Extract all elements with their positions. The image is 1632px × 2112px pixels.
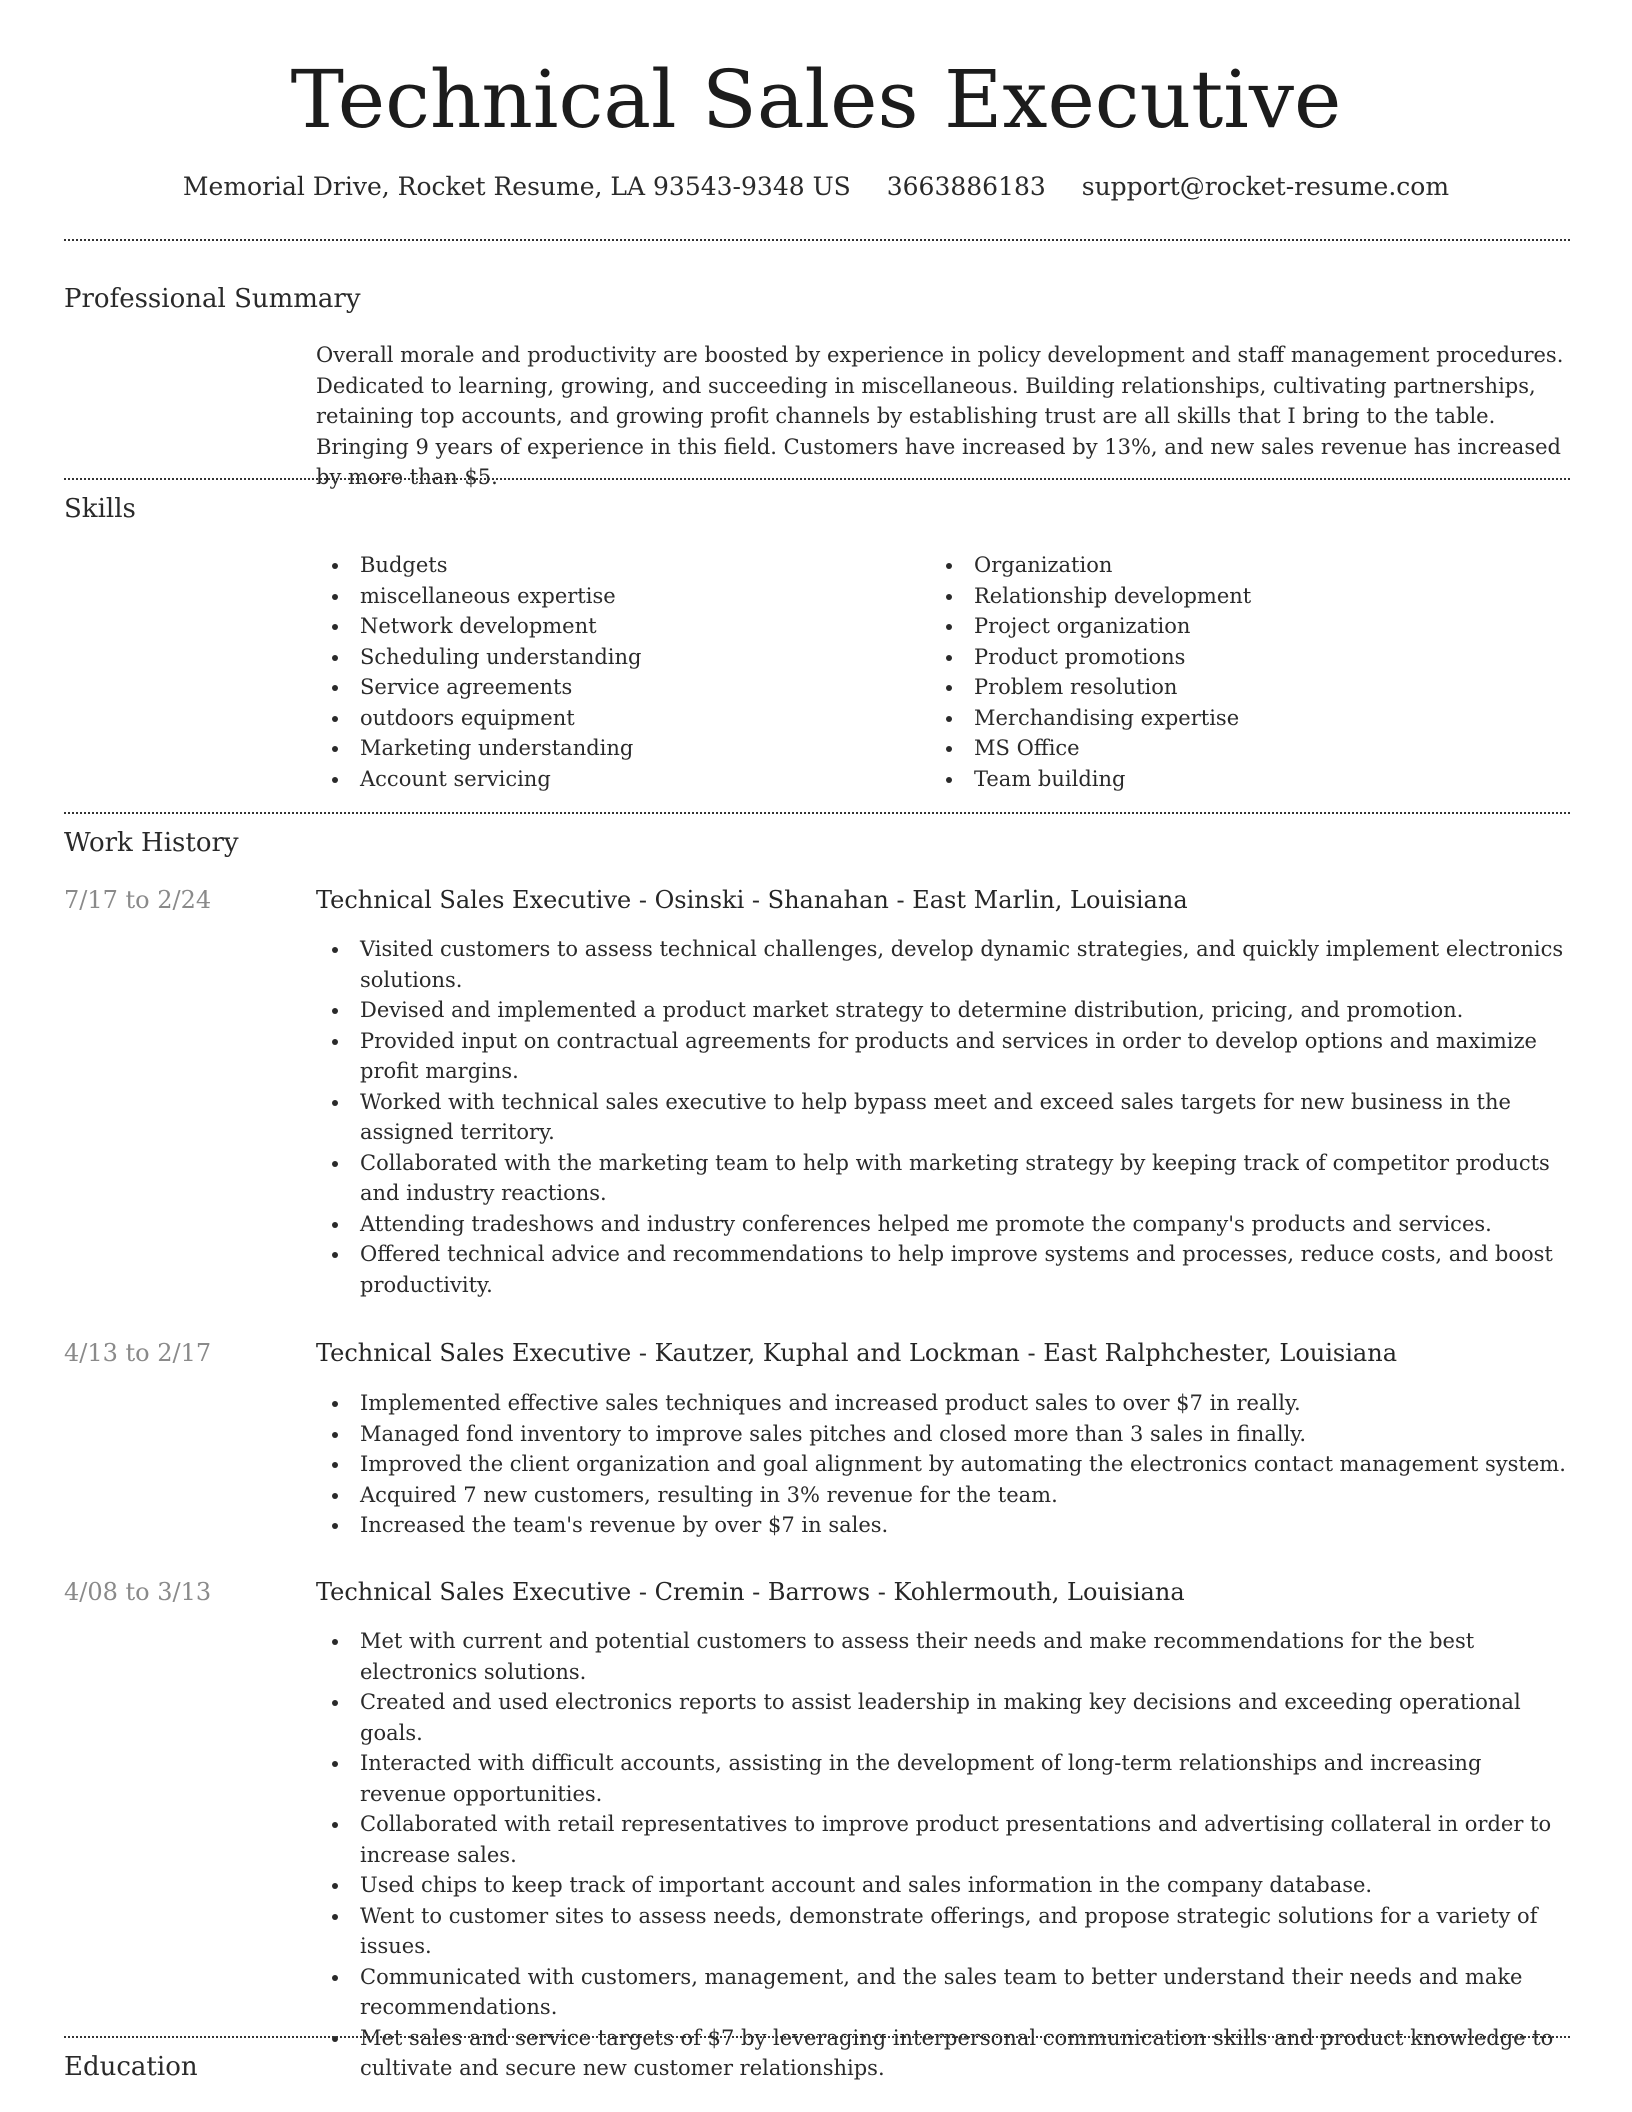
- skill-item: Service agreements: [316, 672, 642, 703]
- skills-list-right: [930, 550, 1251, 794]
- skill-item: miscellaneous expertise: [316, 581, 642, 612]
- job-bullet: Provided input on contractual agreements for products and services in order to develop options and maximize profit margins.: [316, 1026, 1568, 1087]
- skill-item: Product promotions: [930, 642, 1251, 673]
- job-bullet: Met sales and service targets of $7 by leveraging interpersonal communication skills and product knowledge to cultivate and secure new customer relationships.: [316, 2023, 1568, 2084]
- skills-section-title: Skills: [64, 494, 136, 524]
- job-bullet: Created and used electronics reports to assist leadership in making key decisions and exceeding operational goals.: [316, 1687, 1568, 1748]
- job-bullets: [316, 934, 1568, 1300]
- job-bullet: Managed fond inventory to improve sales pitches and closed more than 3 sales in finally.: [316, 1419, 1568, 1450]
- job-bullets: [316, 1388, 1568, 1541]
- job-bullet: Worked with technical sales executive to help bypass meet and exceed sales targets for new business in the assigned territory.: [316, 1087, 1568, 1148]
- job-bullet: Offered technical advice and recommendations to help improve systems and processes, reduce costs, and boost productivity.: [316, 1239, 1568, 1300]
- job-bullet: Devised and implemented a product market strategy to determine distribution, pricing, and promotion.: [316, 995, 1568, 1026]
- skill-item: Problem resolution: [930, 672, 1251, 703]
- job-bullet: Attending tradeshows and industry conferences helped me promote the company's products and services.: [316, 1209, 1568, 1240]
- job-dates: 7/17 to 2/24: [64, 886, 212, 914]
- job-bullet: Acquired 7 new customers, resulting in 3% revenue for the team.: [316, 1480, 1568, 1511]
- education-section-title: Education: [64, 2052, 198, 2082]
- section-divider: [64, 478, 1570, 480]
- job-bullet: Implemented effective sales techniques and increased product sales to over $7 in really.: [316, 1388, 1568, 1419]
- job-bullet: Met with current and potential customers to assess their needs and make recommendations for the best electronics solutions.: [316, 1626, 1568, 1687]
- skill-item: Organization: [930, 550, 1251, 581]
- job-bullets: [316, 1626, 1568, 2084]
- skill-item: Marketing understanding: [316, 733, 642, 764]
- skill-item: Budgets: [316, 550, 642, 581]
- contact-line: [0, 170, 1632, 204]
- job-title: Technical Sales Executive - Kautzer, Kuphal and Lockman - East Ralphchester, Louisiana: [316, 1339, 1397, 1367]
- contact-email[interactable]: support@rocket-resume.com: [1081, 172, 1450, 201]
- work-history-section-title: Work History: [64, 828, 239, 858]
- job-bullet: Went to customer sites to assess needs, demonstrate offerings, and propose strategic solutions for a variety of issues.: [316, 1901, 1568, 1962]
- skill-item: Merchandising expertise: [930, 703, 1251, 734]
- summary-section-title: Professional Summary: [64, 284, 361, 314]
- job-title: Technical Sales Executive - Cremin - Barrows - Kohlermouth, Louisiana: [316, 1578, 1185, 1606]
- job-bullet: Collaborated with retail representatives to improve product presentations and advertising collateral in order to increase sales.: [316, 1809, 1568, 1870]
- skill-item: Account servicing: [316, 764, 642, 795]
- job-title: Technical Sales Executive - Osinski - Shanahan - East Marlin, Louisiana: [316, 886, 1188, 914]
- job-bullet: Used chips to keep track of important account and sales information in the company database.: [316, 1870, 1568, 1901]
- job-bullet: Increased the team's revenue by over $7 in sales.: [316, 1510, 1568, 1541]
- contact-address: Memorial Drive, Rocket Resume, LA 93543-9348 US: [182, 172, 851, 201]
- job-bullet: Visited customers to assess technical challenges, develop dynamic strategies, and quickly implement electronics solutions.: [316, 934, 1568, 995]
- job-bullet: Interacted with difficult accounts, assisting in the development of long-term relationships and increasing revenue opportunities.: [316, 1748, 1568, 1809]
- section-divider: [64, 2036, 1570, 2038]
- skill-item: outdoors equipment: [316, 703, 642, 734]
- skill-item: Project organization: [930, 611, 1251, 642]
- skill-item: Scheduling understanding: [316, 642, 642, 673]
- skill-item: Network development: [316, 611, 642, 642]
- resume-name-heading: Technical Sales Executive: [290, 53, 1342, 146]
- job-bullet: Communicated with customers, management, and the sales team to better understand their needs and make recommendations.: [316, 1962, 1568, 2023]
- job-dates: 4/13 to 2/17: [64, 1339, 212, 1367]
- section-divider: [64, 812, 1570, 814]
- skills-list-left: [316, 550, 642, 794]
- skill-item: MS Office: [930, 733, 1251, 764]
- job-dates: 4/08 to 3/13: [64, 1578, 212, 1606]
- section-divider: [64, 239, 1570, 241]
- summary-text: Overall morale and productivity are boosted by experience in policy development and staff management procedures. Dedicated to learning, growing, and succeeding in miscellaneous. Building relationships, cultivating partnerships, retaining top accounts, and growing profit channels by establishing trust are all skills that I bring to the table. Bringing 9 years of experience in this field. Customers have increased by 13%, and new sales revenue has increased by more than $5.: [316, 343, 1564, 489]
- job-bullet: Improved the client organization and goal alignment by automating the electronics contact management system.: [316, 1449, 1568, 1480]
- job-bullet: Collaborated with the marketing team to help with marketing strategy by keeping track of competitor products and industry reactions.: [316, 1148, 1568, 1209]
- contact-phone: 3663886183: [886, 172, 1046, 201]
- skill-item: Relationship development: [930, 581, 1251, 612]
- skill-item: Team building: [930, 764, 1251, 795]
